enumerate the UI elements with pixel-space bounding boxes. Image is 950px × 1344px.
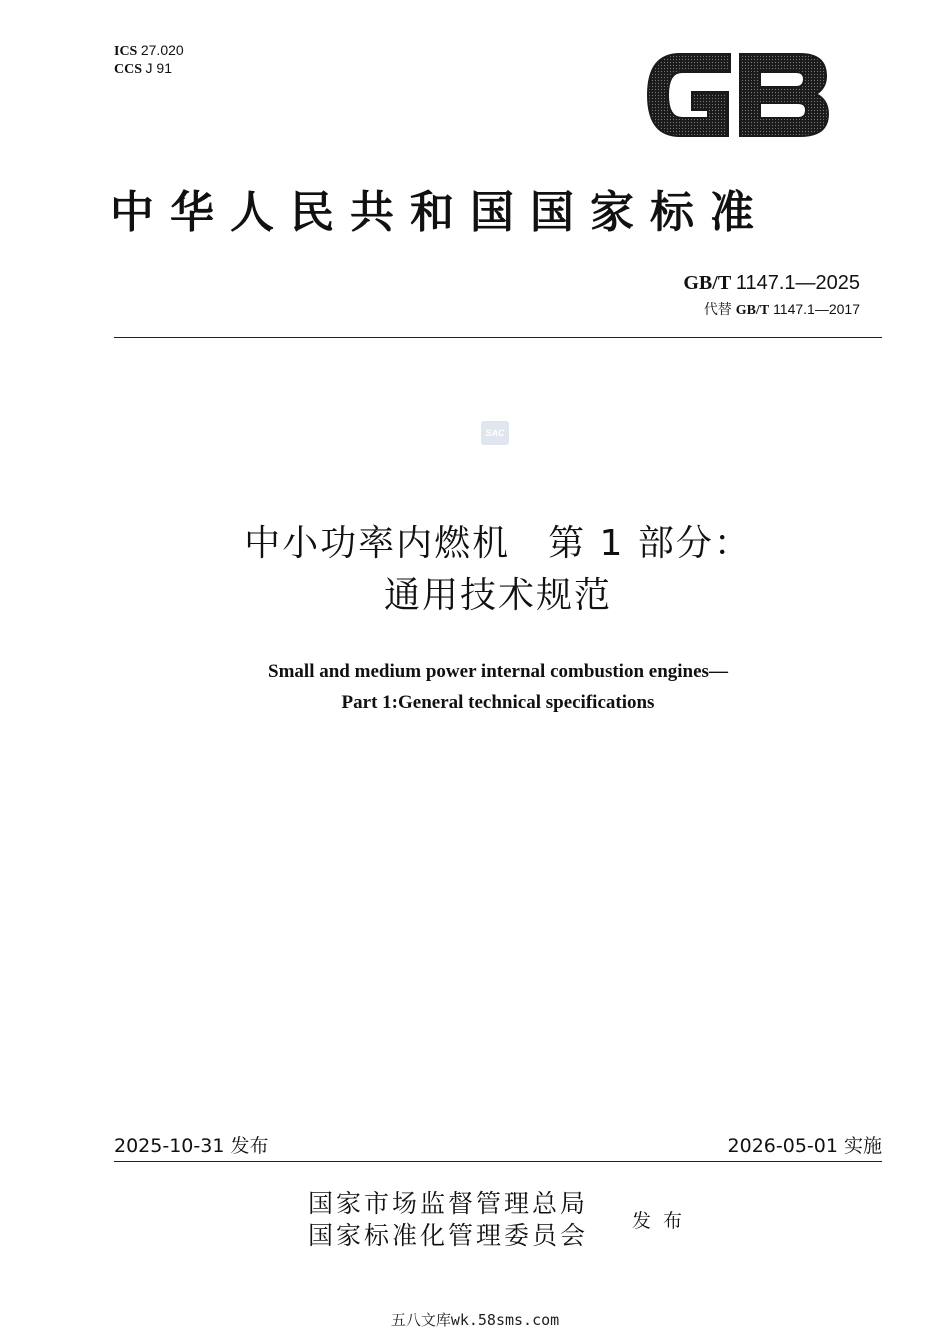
ccs-code: CCS J 91 <box>114 60 172 77</box>
issuer-samr: 国家市场监督管理总局 <box>308 1189 589 1218</box>
footer-watermark-text[interactable]: 五八文库wk.58sms.com <box>390 1311 560 1329</box>
chinese-title-line2: 通用技术规范 <box>383 575 612 616</box>
replaces-standard: 代替 GB/T 1147.1—2017 <box>703 301 860 318</box>
chinese-title-line1: 中小功率内燃机 第 1 部分： <box>244 523 752 564</box>
issue-date: 2025-10-31 发布 <box>114 1135 269 1157</box>
sac-watermark-icon: SAC <box>481 421 509 445</box>
national-standard-title: 中华人民共和国国家标准 <box>110 187 770 238</box>
ics-code: ICS 27.020 <box>114 42 184 59</box>
english-title-line2: Part 1:General technical specifications <box>341 692 655 713</box>
issue-word: 发布 <box>632 1210 695 1232</box>
english-title <box>0 656 950 718</box>
gb-national-standard-logo-icon <box>642 46 832 144</box>
top-divider <box>114 337 882 338</box>
standard-number-block <box>683 272 860 319</box>
english-title-line1: Small and medium power internal combustion engines— <box>268 661 728 682</box>
bottom-divider <box>114 1161 882 1162</box>
standard-number: GB/T 1147.1—2025 <box>683 272 860 294</box>
chinese-title <box>0 518 950 622</box>
issuer-sac: 国家标准化管理委员会 <box>308 1221 589 1250</box>
implementation-date: 2026-05-01 实施 <box>727 1135 882 1157</box>
issuing-organizations <box>308 1188 588 1252</box>
classification-codes <box>114 42 184 78</box>
